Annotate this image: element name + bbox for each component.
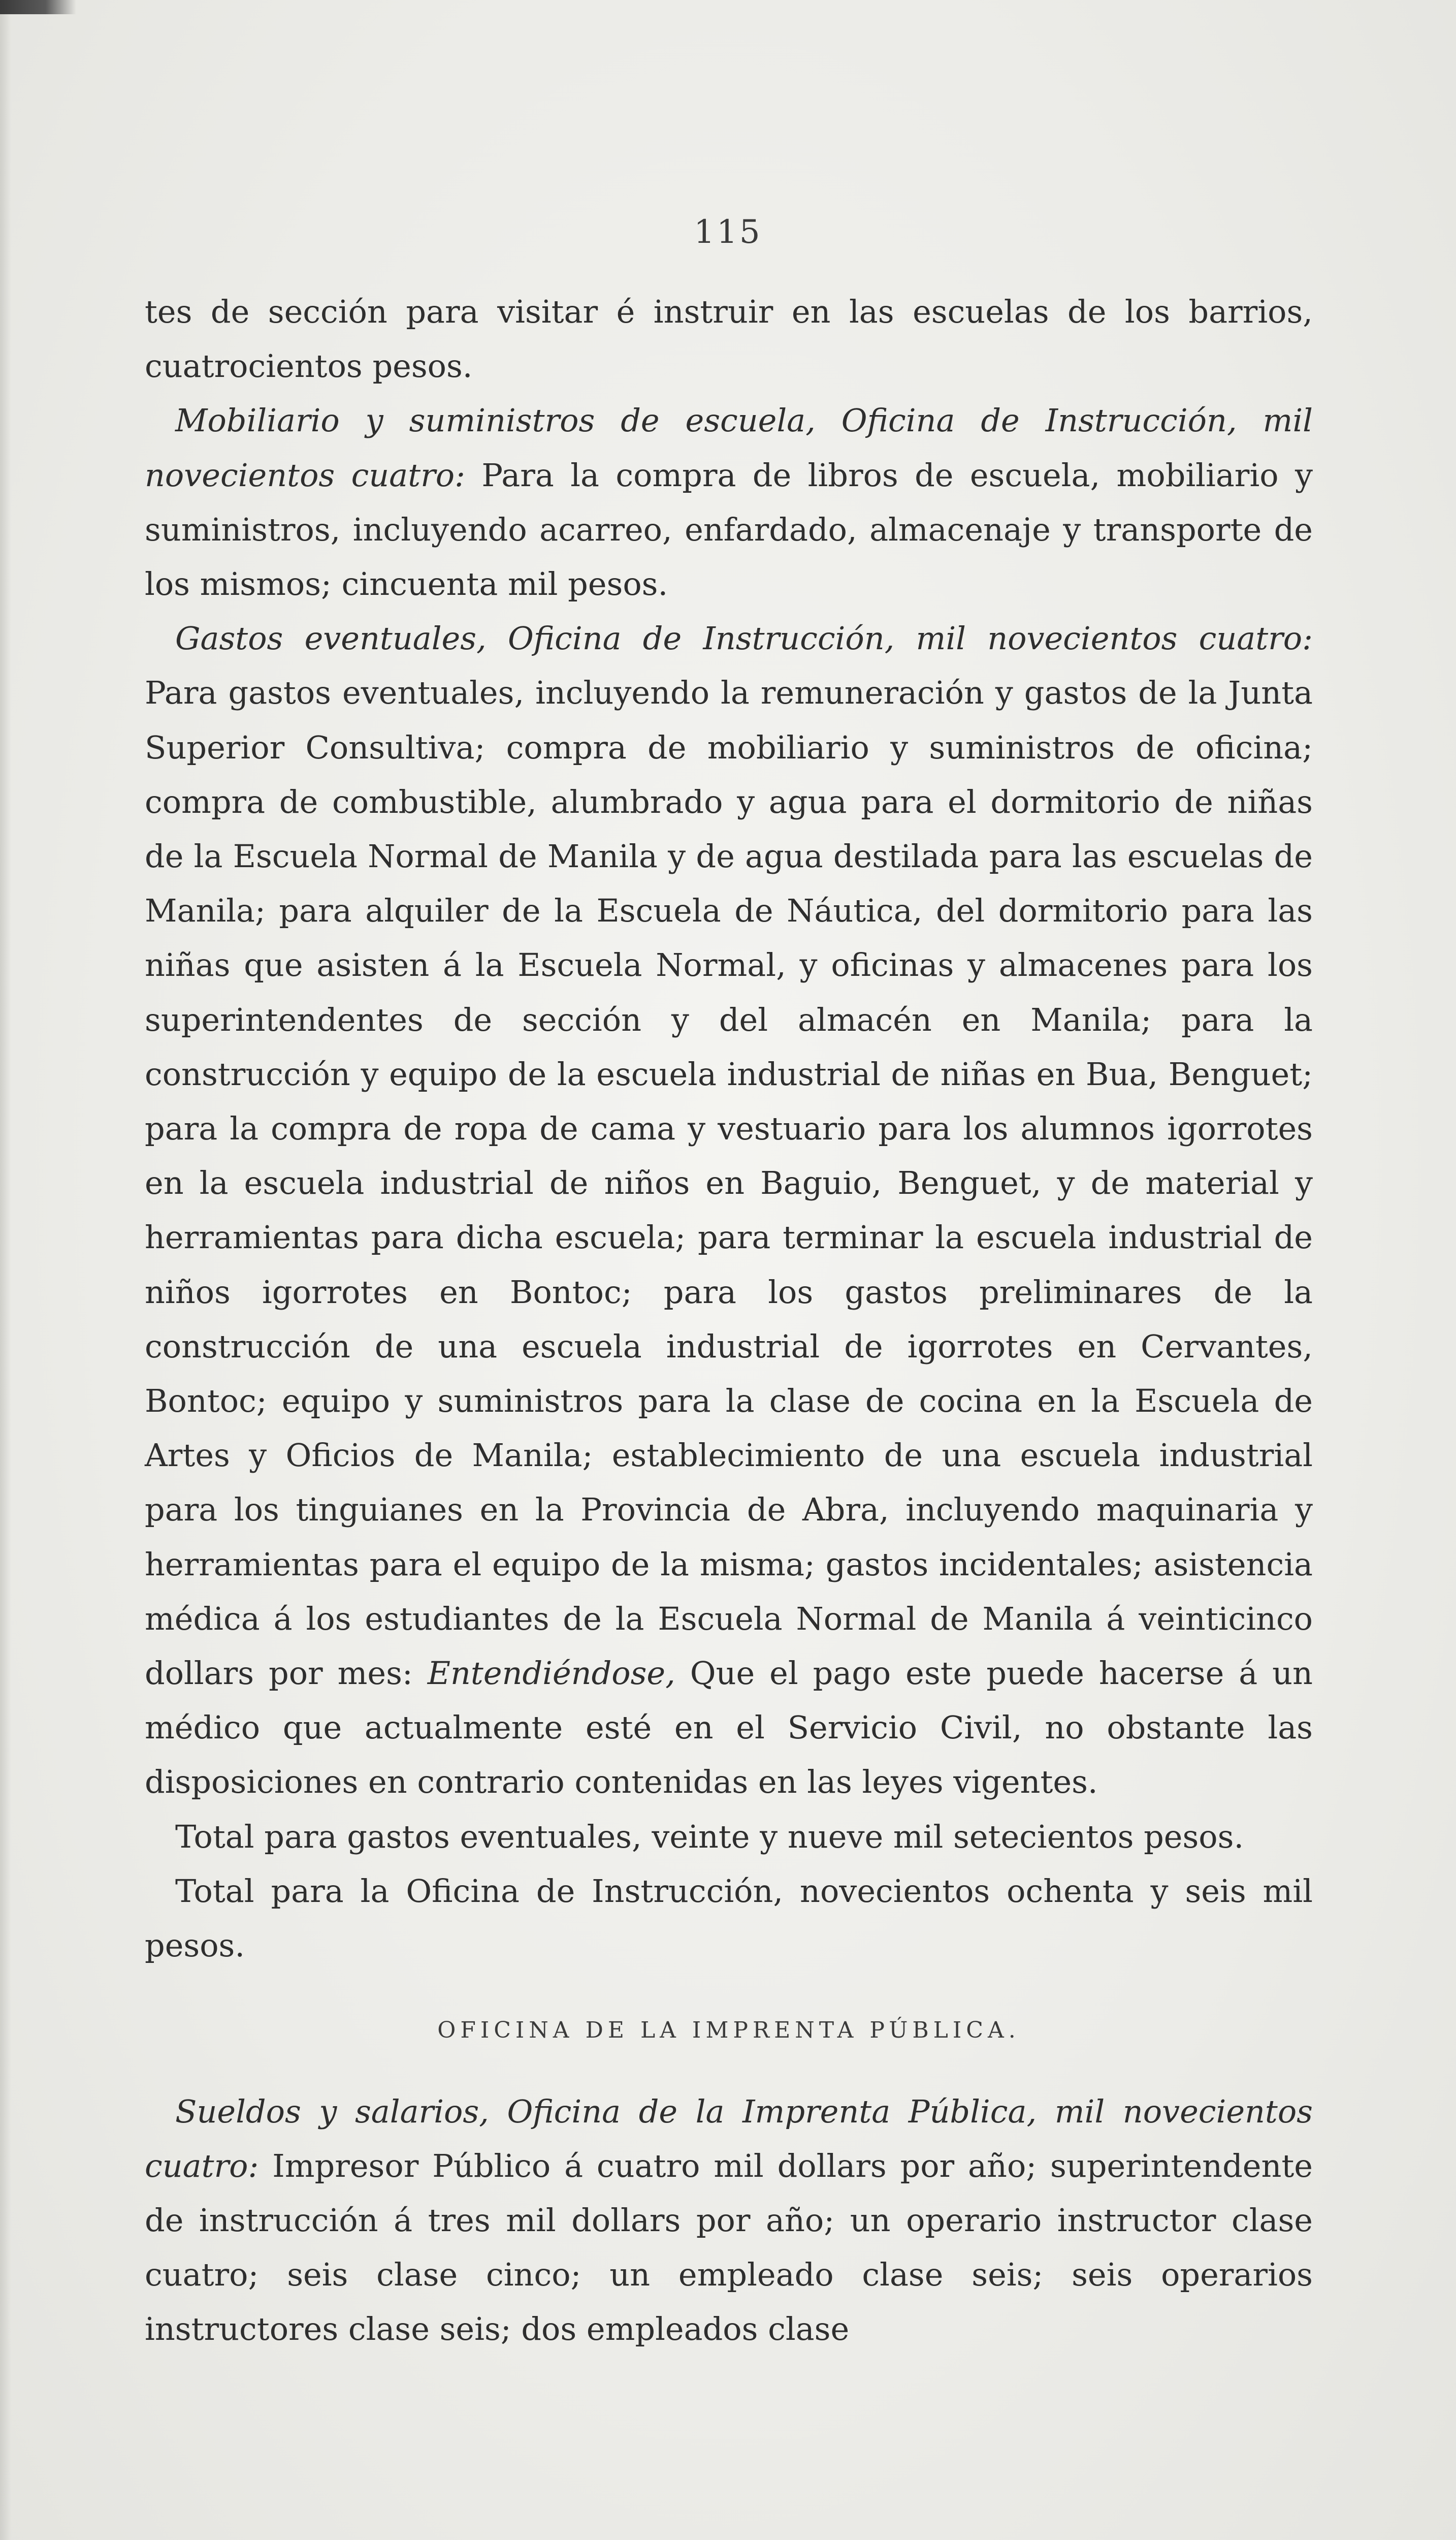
paragraph-gastos-eventuales	[145, 611, 1313, 1809]
paragraph-mobiliario	[145, 393, 1313, 611]
page-number: 115	[694, 213, 762, 251]
paragraph-total-gastos	[145, 1809, 1313, 1864]
section-heading: OFICINA DE LA IMPRENTA PÚBLICA.	[437, 2017, 1020, 2044]
paragraph-text: Para la compra de libros de escuela, mobiliario y suministros, incluyendo acarreo, enfardado, almacenaje y transporte de los mismos; cincuenta mil pesos.	[145, 456, 1313, 603]
scan-corner-artifact	[0, 0, 76, 14]
paragraph-text: Para gastos eventuales, incluyendo la remuneración y gastos de la Junta Superior Consultiva; compra de mobiliario y suministros de oficina; compra de combustible, alumbrado y agua para el dormitorio de niñas de la Escuela Normal de Manila y de agua destilada para las escuelas de Manila; para alquiler de la Escuela de Náutica, del dormitorio para las niñas que asisten á la Escuela Normal, y oficinas y almacenes para los superintendentes de sección y del almacén en Manila; para la construcción y equipo de la escuela industrial de niñas en Bua, Benguet; para la compra de ropa de cama y vestuario para los alumnos igorrotes en la escuela industrial de niños en Baguio, Benguet, y de material y herramientas para dicha escuela; para terminar la escuela industrial de niños igorrotes en Bontoc; para los gastos preliminares de la construcción de una escuela industrial de igorrotes en Cervantes, Bontoc; equipo y suministros para la clase de cocina en la Escuela de Artes y Oficios de Manila; establecimiento de una escuela industrial para los tinguianes en la Provincia de Abra, incluyendo maquinaria y herramientas para el equipo de la misma; gastos incidentales; asistencia médica á los estudiantes de la Escuela Normal de Manila á veinticinco dollars por mes:	[145, 674, 1313, 1692]
paragraph-lead-italic: Sueldos y salarios, Oficina de la Imprenta Pública, mil novecientos cuatro:	[145, 2092, 1313, 2184]
paragraph-text: Total para gastos eventuales, veinte y nueve mil setecientos pesos.	[175, 1818, 1244, 1855]
paragraph-text: Total para la Oficina de Instrucción, novecientos ochenta y seis mil pesos.	[145, 1872, 1313, 1964]
body-text	[145, 284, 1313, 2357]
paragraph-lead-italic: Gastos eventuales, Oficina de Instrucción, mil novecientos cuatro:	[175, 620, 1313, 657]
paragraph-continuation	[145, 284, 1313, 393]
paragraph-lead-italic: Mobiliario y suministros de escuela, Oficina de Instrucción, mil novecientos cuatro:	[145, 402, 1313, 494]
paragraph-sueldos	[145, 2084, 1313, 2357]
paragraph-total-oficina	[145, 1864, 1313, 1973]
paragraph-italic-proviso: Entendiéndose,	[412, 1655, 675, 1692]
paragraph-text-tail: Que el pago este puede hacerse á un médico que actualmente esté en el Servicio Civil, no obstante las disposiciones en contrario contenidas en las leyes vigentes.	[145, 1655, 1313, 1801]
page-left-edge-shadow	[0, 0, 11, 2540]
paragraph-text: tes de sección para visitar é instruir en las escuelas de los barrios, cuatrocientos pesos.	[145, 293, 1313, 385]
paragraph-text: Impresor Público á cuatro mil dollars por año; superintendente de instrucción á tres mil dollars por año; un operario instructor clase cuatro; seis clase cinco; un empleado clase seis; seis operarios instructores clase seis; dos empleados clase	[145, 2147, 1313, 2348]
